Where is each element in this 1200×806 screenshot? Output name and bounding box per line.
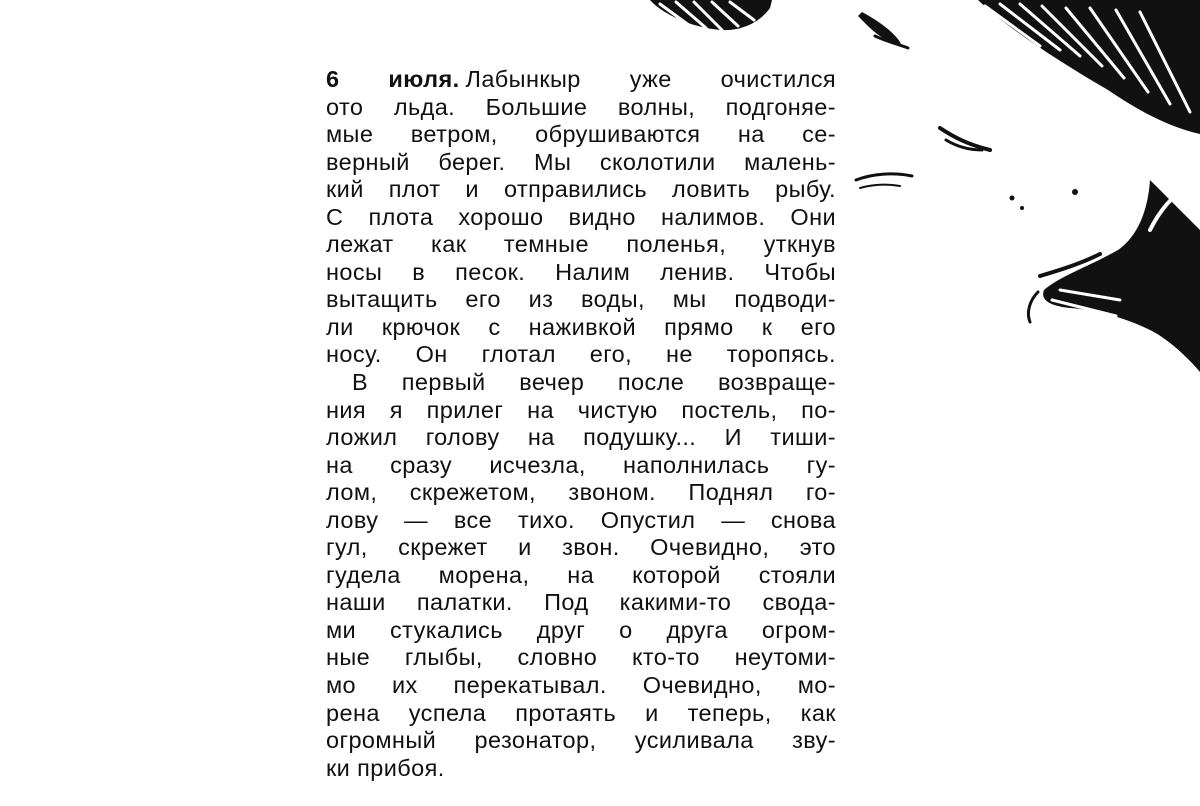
text-line: гул, скрежет и звон. Очевидно, это <box>326 534 836 561</box>
text-line: ложил голову на подушку... И тиши- <box>326 424 836 451</box>
text-line: рена успела протаять и теперь, как <box>326 699 836 726</box>
text-line: ные глыбы, словно кто-то неутоми- <box>326 644 836 671</box>
text-line: лом, скрежетом, звоном. Поднял го- <box>326 479 836 506</box>
text-line: ли крючок с наживкой прямо к его <box>326 313 836 340</box>
text-line: вытащить его из воды, мы подводи- <box>326 286 836 313</box>
text-line: В первый вечер после возвраще- <box>352 369 836 396</box>
text-line: мые ветром, обрушиваются на се- <box>326 121 836 148</box>
text-line: верный берег. Мы сколотили малень- <box>326 148 836 175</box>
text-line: 6 июля. Лабынкыр уже очистился <box>326 66 836 92</box>
text-line: кий плот и отправились ловить рыбу. <box>326 176 836 203</box>
text-line: носы в песок. Налим ленив. Чтобы <box>326 258 836 285</box>
entry-date: 6 июля. <box>326 66 460 92</box>
text-line: лежат как темные поленья, уткнув <box>326 231 836 258</box>
text-line: ния я прилег на чистую постель, по- <box>326 396 836 423</box>
text-line: гудела морена, на которой стояли <box>326 561 836 588</box>
text-line: носу. Он глотал его, не торопясь. <box>326 341 836 368</box>
text-line: С плота хорошо видно налимов. Они <box>326 203 836 230</box>
text-line: ми стукались друг о друга огром- <box>326 616 836 643</box>
text-line: ото льда. Большие волны, подгоняе- <box>326 93 836 120</box>
text-line: мо их перекатывал. Очевидно, мо- <box>326 672 836 699</box>
text-line: огромный резонатор, усиливала зву- <box>326 727 836 754</box>
text-line: лову — все тихо. Опустил — снова <box>326 506 836 533</box>
text-line: ки прибоя. <box>326 754 445 781</box>
text-line: наши палатки. Под какими-то свода- <box>326 589 836 616</box>
article-text <box>326 66 836 782</box>
text-line: на сразу исчезла, наполнилась гу- <box>326 451 836 478</box>
